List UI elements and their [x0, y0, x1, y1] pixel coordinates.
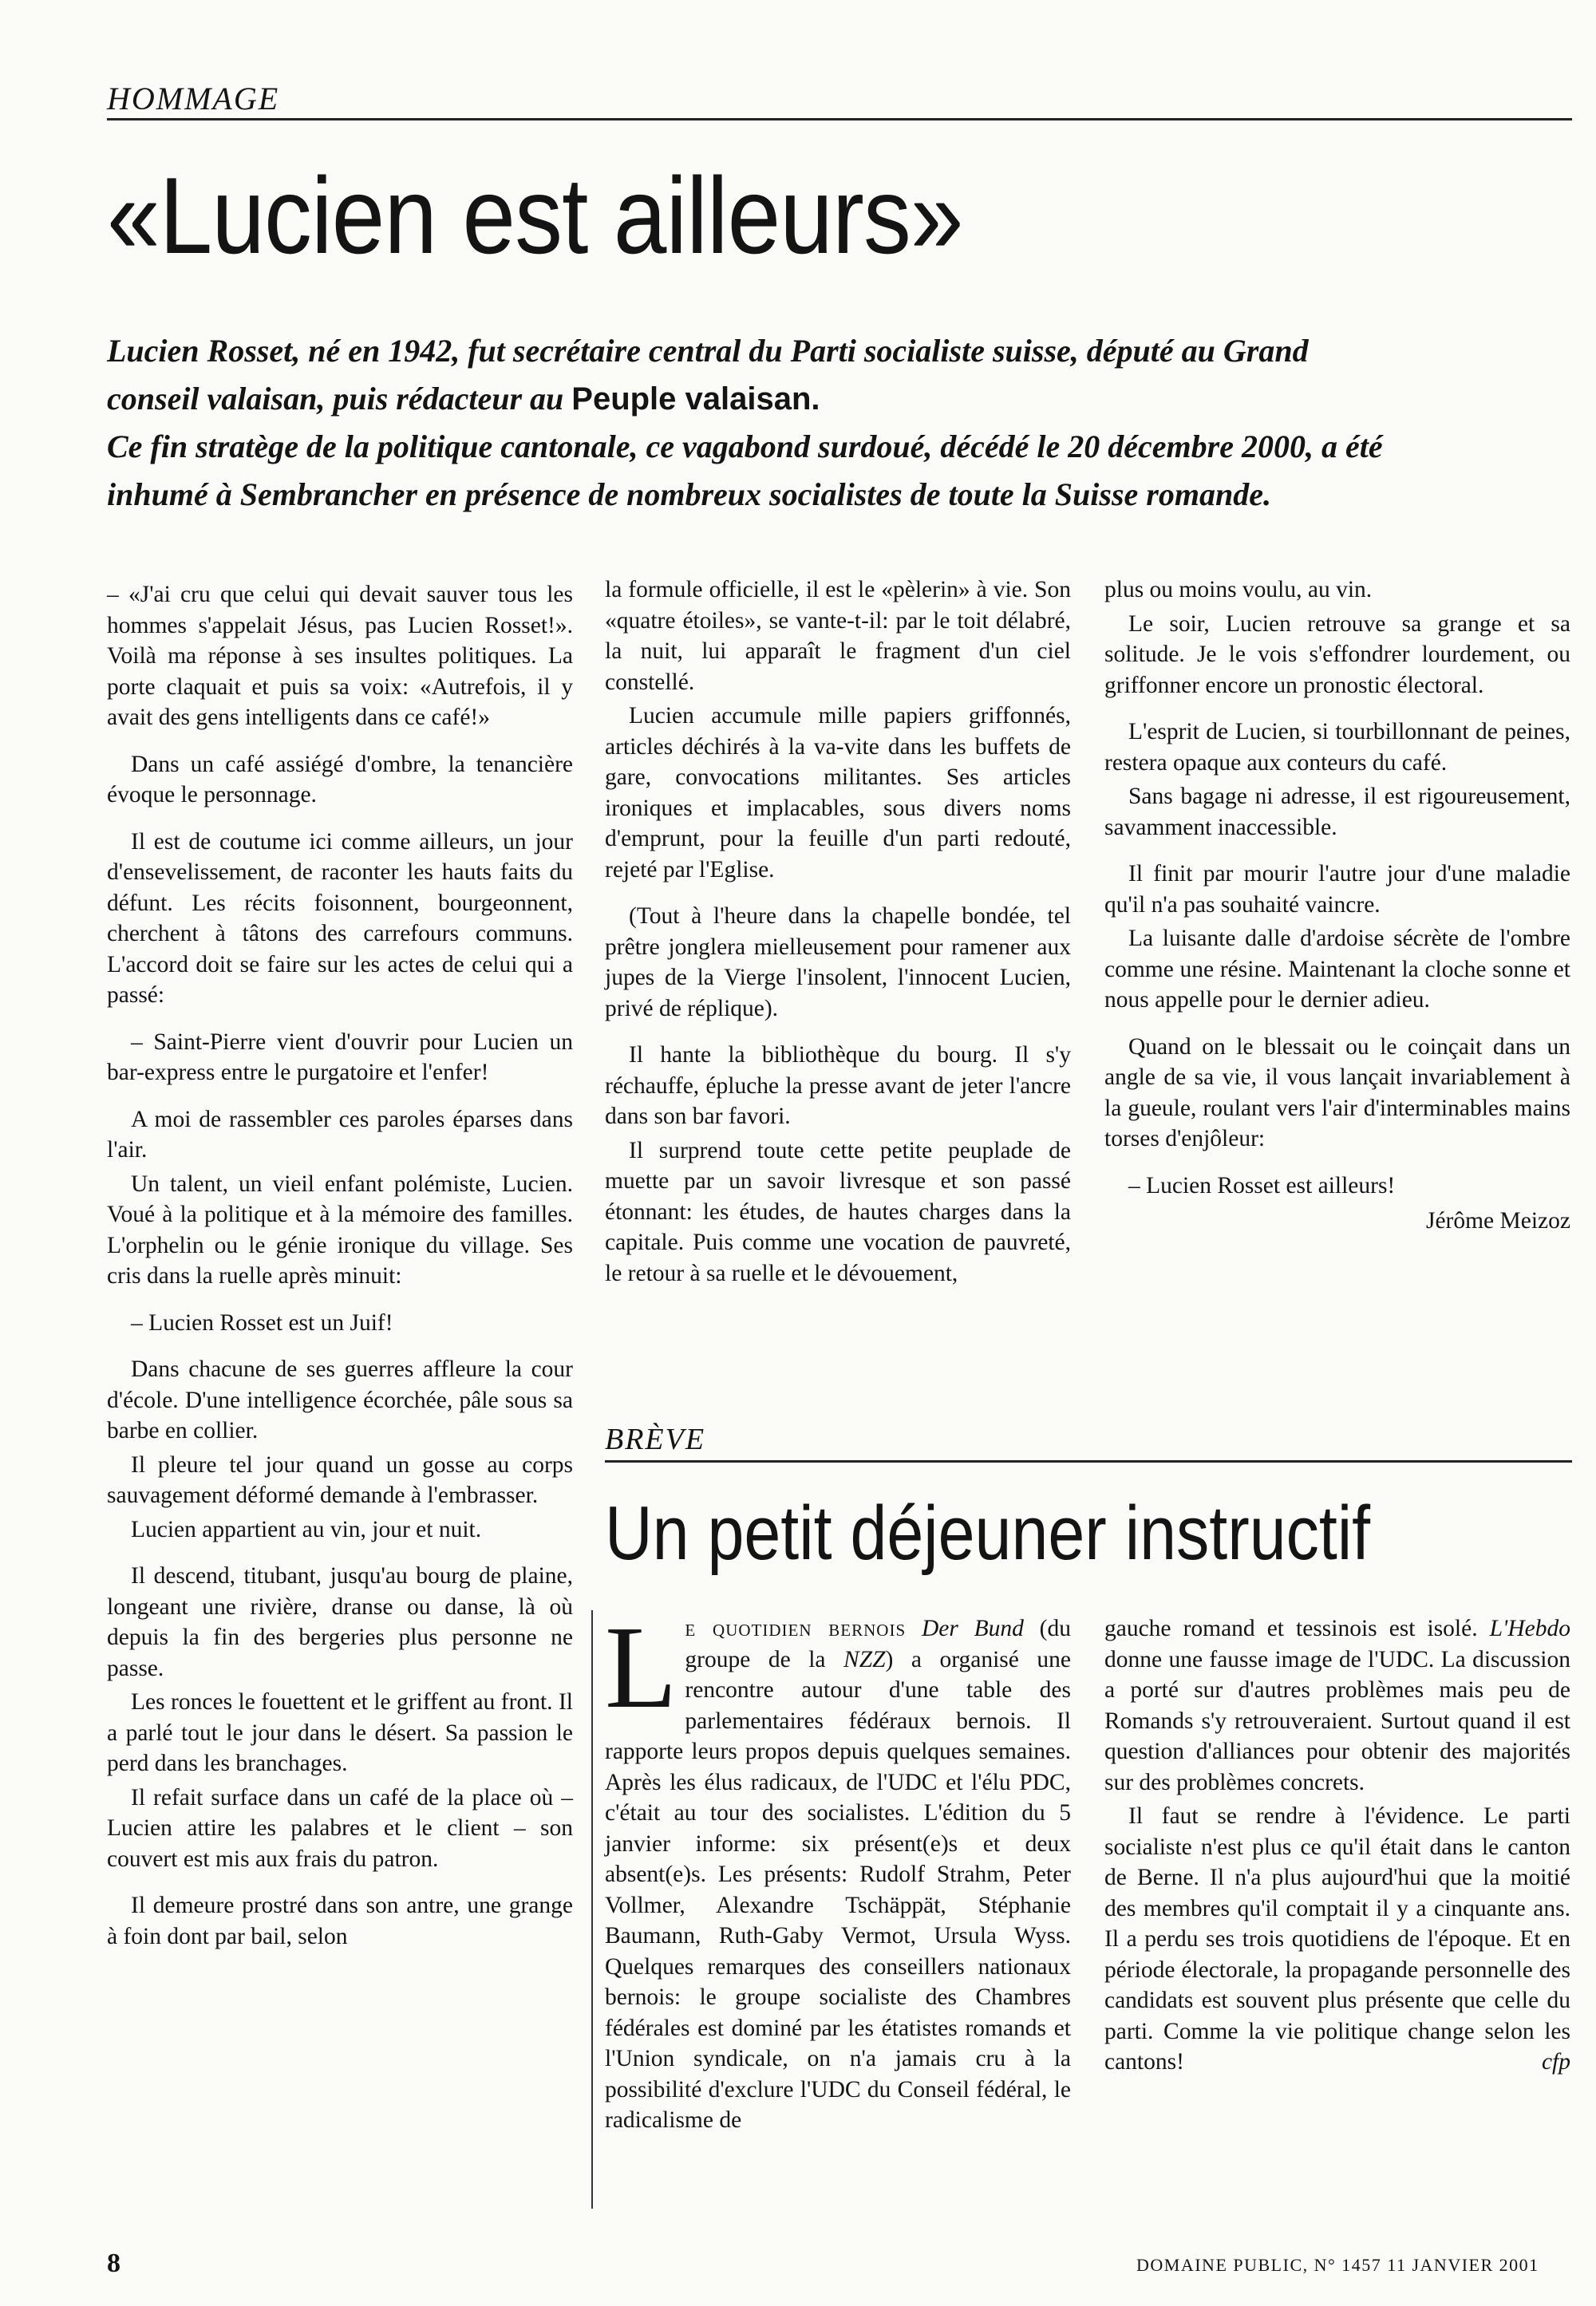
paragraph: – Saint-Pierre vient d'ouvrir pour Lucien un bar-express entre le purgatoire et l'enfer! — [107, 1029, 573, 1085]
article-column-1 — [107, 579, 573, 1968]
smallcaps-lead: e quotidien bernois — [685, 1616, 907, 1641]
paragraph: (Tout à l'heure dans la chapelle bondée, tel prêtre jonglera mielleusement pour ramener aux jupes de la Vierge l'insolent, l'innocent Lucien, privé de réplique). — [605, 903, 1071, 1021]
paragraph: Un talent, un vieil enfant polémiste, Lucien. Voué à la politique et à la mémoire des familles. L'orphelin ou le génie ironique du village. Ses cris dans la ruelle après minuit: — [107, 1171, 573, 1289]
paragraph: L'esprit de Lucien, si tourbillonnant de peines, restera opaque aux conteurs du café. — [1104, 719, 1570, 776]
section-divider — [107, 118, 1572, 120]
lead-publication-name: Peuple valaisan. — [571, 381, 820, 417]
paragraph: Il pleure tel jour quand un gosse au corps sauvagement déformé demande à l'embrasser. — [107, 1451, 573, 1508]
paragraph: plus ou moins voulu, au vin. — [1104, 577, 1373, 602]
author-signature: Jérôme Meizoz — [1425, 1208, 1570, 1234]
paragraph: Sans bagage ni adresse, il est rigoureusement, savamment inaccessible. — [1104, 784, 1570, 840]
page-number: 8 — [107, 2249, 120, 2278]
text-run: (du groupe de la — [685, 1616, 1072, 1672]
section-divider — [605, 1460, 1572, 1463]
paragraph: La luisante dalle d'ardoise sécrète de l'ombre comme une résine. Maintenant la cloche sonne et nous appelle pour le dernier adieu. — [1104, 926, 1570, 1013]
article-lead — [107, 327, 1400, 519]
paragraph: la formule officielle, il est le «pèlerin» à vie. Son «quatre étoiles», se vante-t-il: par le toit délabré, la nuit, lui apparaît le fragment d'un ciel constellé. — [605, 577, 1071, 695]
column-divider — [591, 1610, 593, 2209]
paragraph: Quand on le blessait ou le coinçait dans un angle de sa vie, il vous lançait invariablement à la gueule, roulant vers l'air d'interminables mains torses d'enjôleur: — [1104, 1033, 1570, 1151]
paragraph: Lucien accumule mille papiers griffonnés, articles déchirés à la va-vite dans les buffets de gare, convocations militantes. Ses articles ironiques et implacables, sous divers noms d'emprunt, pour la feuille d'un parti redouté, rejeté par l'Eglise. — [605, 703, 1071, 883]
article-title: «Lucien est ailleurs» — [107, 155, 963, 276]
paragraph: Il demeure prostré dans son antre, une grange à foin dont par bail, selon — [107, 1893, 573, 1949]
text-run: ) a organisé une rencontre autour d'une table des parlementaires fédéraux bernois. Il rapporte leurs propos depuis quelques semaines. Après les élus radicaux, de l'UDC et l'élu PDC, c'était au tour des socialistes. L'édition du 5 janvier informe: six présent(e)s et deux absent(e)s. Les présents: Rudolf Strahm, Peter Vollmer, Alexandre Tschäppät, Stéphanie Baumann, Ruth-Gaby Vermot, Ursula Wyss. Quelques remarques des conseillers nationaux bernois: le groupe socialiste des Chambres fédérales est dominé par les étatistes romands et l'Union syndicale, on n'a jamais cru à la possibilité d'exclure l'UDC du Conseil fédéral, le radicalisme de — [605, 1646, 1071, 2133]
paragraph: Il finit par mourir l'autre jour d'une maladie qu'il n'a pas souhaité vaincre. — [1104, 861, 1570, 918]
breve-column-2 — [1104, 1613, 1570, 2078]
paragraph: Il est de coutume ici comme ailleurs, un jour d'ensevelissement, de raconter les hauts faits du défunt. Les récits foisonnent, bourgeonnent, cherchent à tâtons des carrefours communs. L'accord doit se faire sur les actes de celui qui a passé: — [107, 828, 573, 1008]
section-rubric-breve: BRÈVE — [605, 1423, 706, 1456]
paragraph: Les ronces le fouettent et le griffent au front. Il a parlé tout le jour dans le désert. Sa passion le perd dans les branchages. — [107, 1689, 573, 1776]
paragraph: Il descend, titubant, jusqu'au bourg de plaine, longeant une rivière, dranse ou danse, là où depuis la fin des bergeries plus personne ne passe. — [107, 1563, 573, 1681]
paragraph: Dans chacune de ses guerres affleure la cour d'école. D'une intelligence écorchée, pâle sous sa barbe en collier. — [107, 1356, 573, 1443]
paragraph — [1104, 1613, 1570, 1798]
text-run: gauche romand et tessinois est isolé. — [1104, 1616, 1490, 1641]
paragraph: – «J'ai cru que celui qui devait sauver tous les hommes s'appelait Jésus, pas Lucien Rosset!». Voilà ma réponse à ses insultes politiques. La porte claquait et puis sa voix: «Autrefois, il y avait des gens intelligents dans ce café!» — [107, 582, 573, 730]
article-column-3 — [1104, 575, 1570, 1253]
paragraph: Il surprend toute cette petite peuplade de muette par un savoir livresque et son passé étonnant: les études, de hautes charges dans la capitale. Puis comme une vocation de pauvreté, le retour à sa ruelle et le dévouement, — [605, 1137, 1071, 1286]
paragraph — [605, 1602, 1072, 2136]
breve-column-1 — [605, 1602, 1072, 2152]
author-signature: cfp — [1541, 2049, 1570, 2075]
newspaper-name: Der Bund — [921, 1616, 1024, 1641]
text-run: Il faut se rendre à l'évidence. Le parti socialiste n'est plus ce qu'il était dans le canton de Berne. Il n'a plus aujourd'hui que la moitié des membres qu'il comptait il y a cinquante ans. Il a perdu ses trois quotidiens de l'époque. Et en période électorale, la propagande personnelle des candidats est souvent plus présente que celle du parti. Comme la vie politique change selon les cantons! — [1104, 1803, 1570, 2075]
article-title-breve: Un petit déjeuner instructif — [605, 1491, 1371, 1576]
text-run: donne une fausse image de l'UDC. La discussion a porté sur d'autres problèmes mais peu de Romands s'y retrouveraient. Surtout quand il est question d'alliances pour obtenir des majorités sur des problèmes concrets. — [1104, 1646, 1570, 1795]
drop-cap: L — [605, 1602, 678, 1733]
lead-text-2: Ce fin stratège de la politique cantonale, ce vagabond surdoué, décédé le 20 décembre 2000, a été inhumé à Sembrancher en présence de nombreux socialistes de toute la Suisse romande. — [107, 428, 1383, 512]
magazine-name: L'Hebdo — [1489, 1616, 1570, 1641]
newspaper-name: NZZ — [843, 1646, 886, 1672]
paragraph: – Lucien Rosset est ailleurs! — [1128, 1172, 1396, 1198]
article-column-2 — [605, 575, 1071, 1305]
paragraph: A moi de rassembler ces paroles éparses dans l'air. — [107, 1106, 573, 1163]
paragraph: Il refait surface dans un café de la place où – Lucien attire les palabres et le client – son couvert est mis aux frais du patron. — [107, 1784, 573, 1872]
section-rubric: HOMMAGE — [107, 81, 280, 116]
paragraph: Dans un café assiégé d'ombre, la tenancière évoque le personnage. — [107, 751, 573, 807]
lead-text-1: Lucien Rosset, né en 1942, fut secrétaire central du Parti socialiste suisse, député au Grand conseil valaisan, puis rédacteur au — [107, 333, 1309, 417]
paragraph: Il hante la bibliothèque du bourg. Il s'y réchauffe, épluche la presse avant de jeter l'ancre dans son bar favori. — [605, 1042, 1071, 1129]
paragraph: – Lucien Rosset est un Juif! — [131, 1309, 393, 1336]
publication-footer: DOMAINE PUBLIC, N° 1457 11 JANVIER 2001 — [1136, 2255, 1539, 2275]
paragraph: Le soir, Lucien retrouve sa grange et sa solitude. Je le vois s'effondrer lourdement, ou griffonner encore un pronostic électoral. — [1104, 610, 1570, 698]
paragraph: Lucien appartient au vin, jour et nuit. — [131, 1516, 482, 1542]
paragraph — [1104, 1801, 1570, 2078]
